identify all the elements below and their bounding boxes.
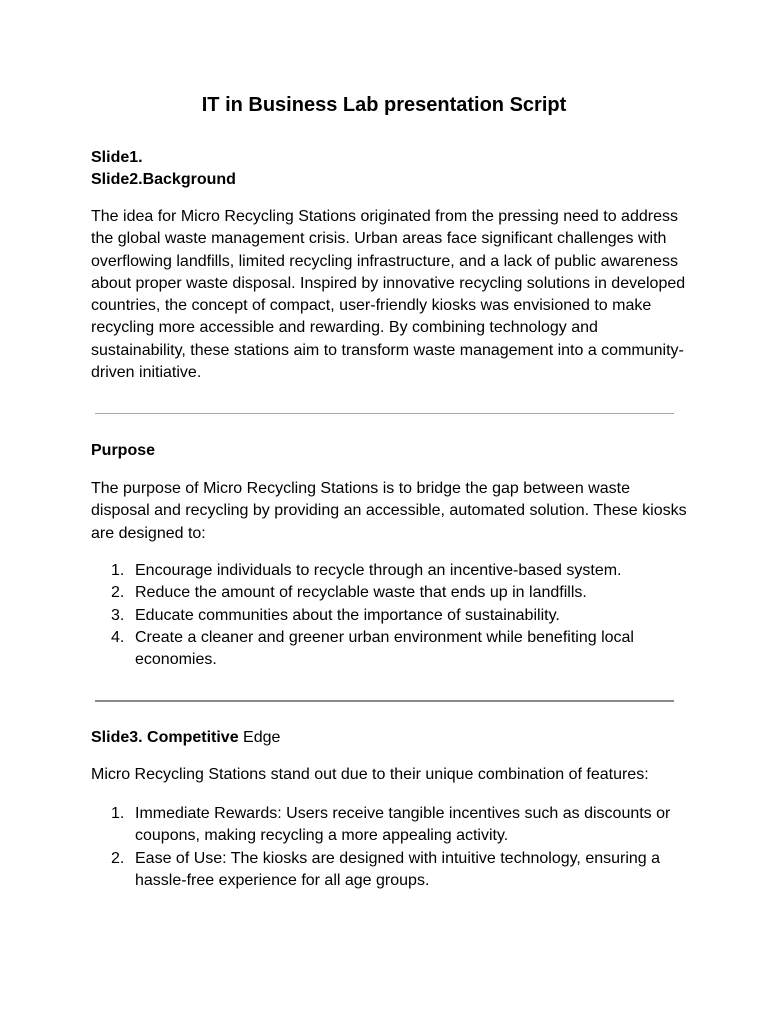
list-item bbox=[91, 803, 681, 848]
list-item bbox=[91, 848, 681, 893]
list-item bbox=[91, 627, 681, 672]
purpose-heading: Purpose bbox=[91, 442, 156, 459]
section-divider bbox=[95, 413, 674, 414]
list-item-text: Reduce the amount of recyclable waste that ends up in landfills. bbox=[135, 584, 587, 602]
list-item-text: Educate communities about the importance of sustainability. bbox=[135, 606, 560, 624]
slide1-label: Slide1. bbox=[91, 149, 143, 166]
list-item-text: Immediate Rewards: Users receive tangible incentives such as discounts or coupons, making recycling a more appealing activity. bbox=[135, 805, 671, 845]
list-item-number: 4. bbox=[111, 628, 125, 646]
list-item-text: Encourage individuals to recycle through an incentive-based system. bbox=[135, 562, 622, 579]
list-item-text: Create a cleaner and greener urban environment while benefiting local economies. bbox=[135, 628, 634, 669]
list-item-number: 1. bbox=[111, 805, 125, 822]
list-item-number: 2. bbox=[111, 849, 125, 867]
list-item bbox=[91, 605, 681, 627]
document-title: IT in Business Lab presentation Script bbox=[201, 94, 567, 116]
list-item-number: 2. bbox=[111, 584, 125, 602]
list-item-number: 1. bbox=[111, 562, 125, 579]
slide3-heading bbox=[91, 727, 280, 749]
list-item-text: Ease of Use: The kiosks are designed with intuitive technology, ensuring a hassle-free experience for all age groups. bbox=[135, 849, 661, 889]
competitive-list bbox=[91, 803, 681, 892]
background-paragraph: The idea for Micro Recycling Stations originated from the pressing need to address the global waste management crisis. Urban areas face significant challenges with overflowing landfills, limited recycling infrastructure, and a lack of public awareness about proper waste disposal. Inspired by innovative recycling solutions in developed countries, the concept of compact, user-friendly kiosks was envisioned to make recycling more accessible and rewarding. By combining technology and sustainability, these stations aim to transform waste management into a community-driven initiative. bbox=[91, 208, 686, 382]
competitive-paragraph: Micro Recycling Stations stand out due to their unique combination of features: bbox=[91, 766, 649, 783]
section-divider bbox=[95, 700, 674, 702]
slide3-heading-regular: Edge bbox=[238, 729, 281, 746]
purpose-paragraph: The purpose of Micro Recycling Stations is to bridge the gap between waste disposal and recycling by providing an accessible, automated solution. These kiosks are designed to: bbox=[91, 480, 687, 542]
slide3-heading-bold: Slide3. Competitive bbox=[91, 729, 239, 746]
list-item bbox=[91, 582, 681, 604]
list-item bbox=[91, 560, 681, 582]
list-item-number: 3. bbox=[111, 606, 125, 624]
purpose-list bbox=[91, 560, 681, 671]
slide2-heading: Slide2.Background bbox=[91, 171, 236, 188]
